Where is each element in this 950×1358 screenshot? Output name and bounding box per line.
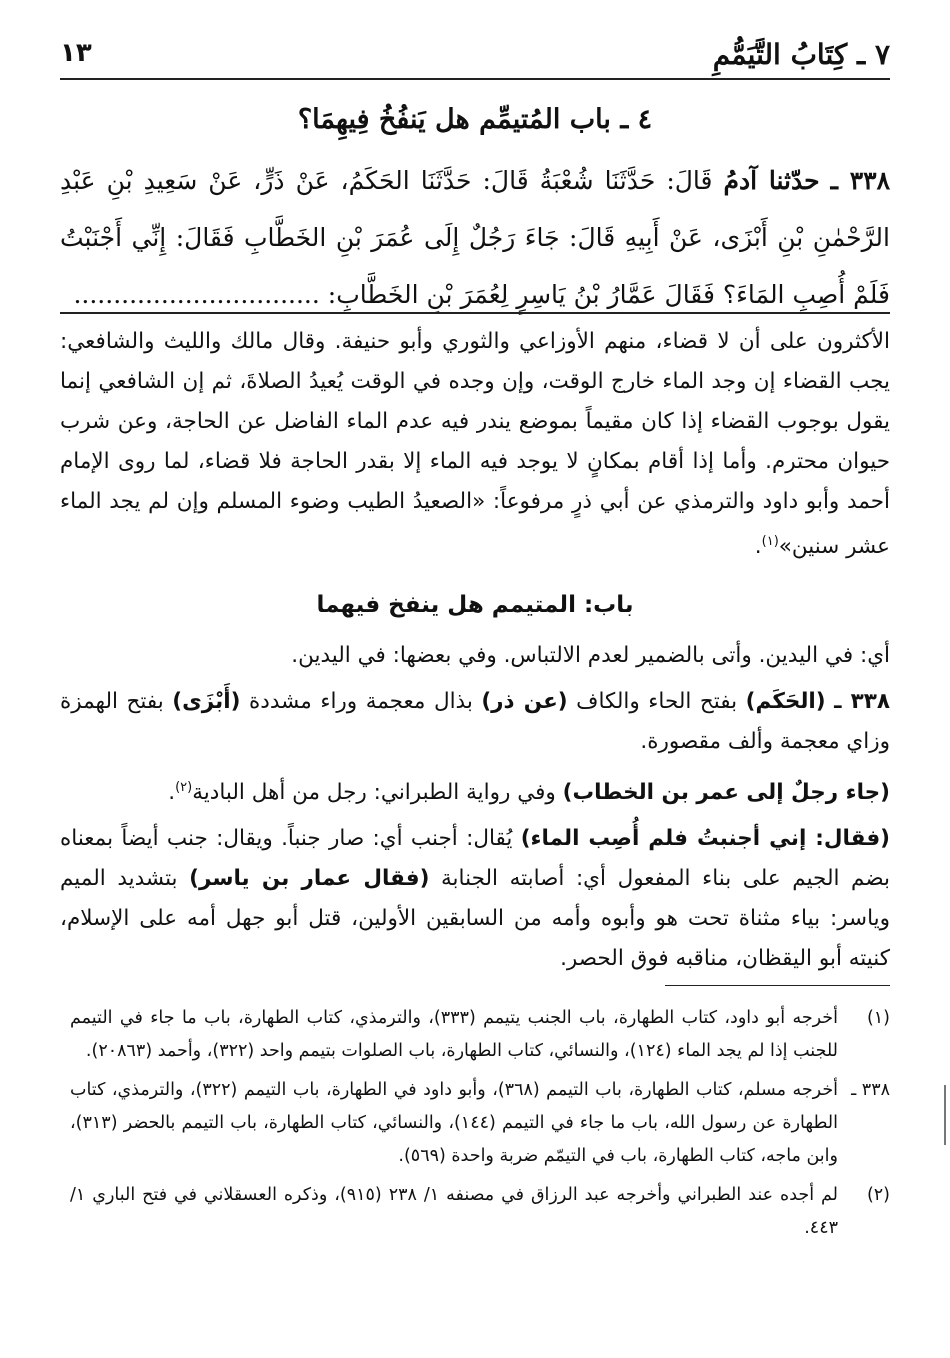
footnotes: [70, 1002, 890, 1251]
hadith-text: [60, 152, 890, 323]
note-2-term-2: (عن ذر): [481, 689, 568, 714]
hadith-opening: حدّثنا آدمُ: [723, 166, 820, 195]
running-title: ٧ ـ كِتَابُ التَّيَمُّمِ: [712, 38, 890, 71]
note-2-text-3: بفتح الهمزة وزاي معجمة وألف مقصورة.: [60, 689, 890, 754]
note-2: [60, 682, 890, 762]
note-4-term-2: (فقال عمار بن ياسر): [189, 866, 430, 892]
footnote-1: [70, 1002, 890, 1068]
footnote-ref-2: (٢): [175, 780, 193, 795]
note-2-number: ٣٣٨ ـ: [834, 689, 891, 714]
note-3-text: وفي رواية الطبراني: رجل من أهل البادية: [192, 780, 556, 806]
note-3-term: (جاء رجلٌ إلى عمر بن الخطاب): [562, 780, 890, 806]
note-2-text-1: بفتح الحاء والكاف: [576, 689, 738, 714]
page-number: ١٣: [60, 38, 92, 68]
note-2-term-3: (أَبْزَى): [172, 689, 241, 714]
note-2-term-1: (الحَكَم): [745, 689, 826, 714]
hadith-number: ٣٣٨ ـ: [830, 166, 891, 195]
explanation-notes: [60, 636, 890, 985]
note-1: أي: في اليدين. وأتى بالضمير لعدم الالتباس. وفي بعضها: في اليدين.: [291, 643, 890, 668]
commentary: [60, 322, 890, 567]
footnote-text: أخرجه أبو داود، كتاب الطهارة، باب الجنب يتيمم (٣٣٣)، والترمذي، كتاب الطهارة، باب ما جاء في التيمم للجنب إذا لم يجد الماء (١٢٤)، والنسائي، كتاب الطهارة، باب الصلوات بتيمم واحد (٣٢٢)، وأحمد (٢٠٨٦٣).: [70, 1008, 838, 1061]
footnote-text: أخرجه مسلم، كتاب الطهارة، باب التيمم (٣٦٨)، وأبو داود في الطهارة، باب التيمم (٣٢٢)، والترمذي، كتاب الطهارة عن رسول الله، باب ما جاء في التيمم (١٤٤)، والنسائي، كتاب الطهارة، باب التيمم بالحضر (٣١٣)، وابن ماجه، كتاب الطهارة، باب في التيمّم ضربة واحدة (٥٦٩).: [70, 1080, 838, 1166]
commentary-text: الأكثرون على أن لا قضاء، منهم الأوزاعي والثوري وأبو حنيفة. وقال مالك والليث والشافعي: يجب القضاء إن وجد الماء خارج الوقت، وإن وجده في الوقت يُعيدُ الصلاةَ، ثم إن الشافعي إنما يقول بوجوب القضاء إذا كان مقيماً بموضع يندر فيه عدم الماء الفاضل عن الحاجة، وعن شرب حيوان محترم. وأما إذا أقام بمكانٍ لا يوجد فيه الماء إلا بقدر الحاجة فلا قضاء، لما روى الإمام أحمد وأبو داود والترمذي عن أبي ذرٍ مرفوعاً: «الصعيدُ الطيب وضوء المسلم وإن لم يجد الماء عشر سنين»: [60, 329, 890, 560]
footnote-ref-1: (١): [761, 534, 779, 549]
hadith-continuation: ...............................: [73, 280, 320, 309]
note-4-text-2: بتشديد الميم وياسر: بياء مثناة تحت هو وأبوه وأمه من السابقين الأولين، قتل أبو جهل أمه على الإسلام، كنيته أبو اليقظان، مناقبه فوق الحصر.: [60, 866, 890, 972]
note-3: (جاء رجلٌ إلى عمر بن الخطاب) وفي رواية الطبراني: رجل من أهل البادية$^{(٢)}$.: [168, 780, 890, 806]
footnote-number: (١): [866, 1008, 890, 1028]
footnote-divider: [665, 985, 890, 986]
note-4-text-1: يُقال: أجنب أي: صار جنباً. ويقال: جنب أيضاً بمعناه بضم الجيم على بناء المفعول أي: أصابته الجنابة: [60, 826, 890, 892]
footnote-3: [70, 1179, 890, 1245]
footnote-number: (٢): [866, 1185, 890, 1205]
main-divider: [60, 312, 890, 314]
sub-heading: باب: المتيمم هل ينفخ فيهما: [316, 592, 634, 618]
page-header: [60, 30, 890, 80]
note-2-text-2: بذال معجمة وراء مشددة: [249, 689, 473, 714]
hadith-body: قَالَ: حَدَّثَنَا شُعْبَةُ قَالَ: حَدَّثَنَا الحَكَمُ، عَنْ ذَرٍّ، عَنْ سَعِيدِ بْنِ عَبْدِ الرَّحْمٰنِ بْنِ أَبْزَى، عَنْ أَبِيهِ قَالَ: جَاءَ رَجُلٌ إِلَى عُمَرَ بْنِ الخَطَّابِ فَقَالَ: إِنِّي أَجْنَبْتُ فَلَمْ أُصِبِ المَاءَ؟ فَقَالَ عَمَّارُ بْنُ يَاسِرٍ لِعُمَرَ بْنِ الخَطَّابِ:: [60, 166, 890, 309]
footnote-number: ٣٣٨ ـ: [851, 1080, 890, 1100]
note-4-term-1: (فقال: إني أجنبتُ فلم أُصِب الماء): [520, 826, 890, 852]
footnote-2: [70, 1074, 890, 1173]
commentary-paragraph: الأكثرون على أن لا قضاء، منهم الأوزاعي والثوري وأبو حنيفة. وقال مالك والليث والشافعي: يجب القضاء إن وجد الماء خارج الوقت، وإن وجده في الوقت يُعيدُ الصلاةَ، ثم إن الشافعي إنما يقول بوجوب القضاء إذا كان مقيماً بموضع يندر فيه عدم الماء الفاضل عن الحاجة، وعن شرب حيوان محترم. وأما إذا أقام بمكانٍ لا يوجد فيه الماء إلا بقدر الحاجة فلا قضاء، لما روى الإمام أحمد وأبو داود والترمذي عن أبي ذرٍ مرفوعاً: «الصعيدُ الطيب وضوء المسلم وإن لم يجد الماء عشر سنين»$^{(١)}$.: [60, 329, 890, 560]
note-4: [60, 819, 890, 979]
footnote-text: لم أجده عند الطبراني وأخرجه عبد الرزاق في مصنفه ١/ ٢٣٨ (٩١٥)، وذكره العسقلاني في فتح الباري ١/ ٤٤٣.: [70, 1185, 839, 1238]
chapter-heading: ٤ ـ باب المُتيمِّم هل يَنفُخُ فِيهِمَا؟: [297, 104, 653, 135]
scan-edge-mark: [944, 1085, 946, 1145]
